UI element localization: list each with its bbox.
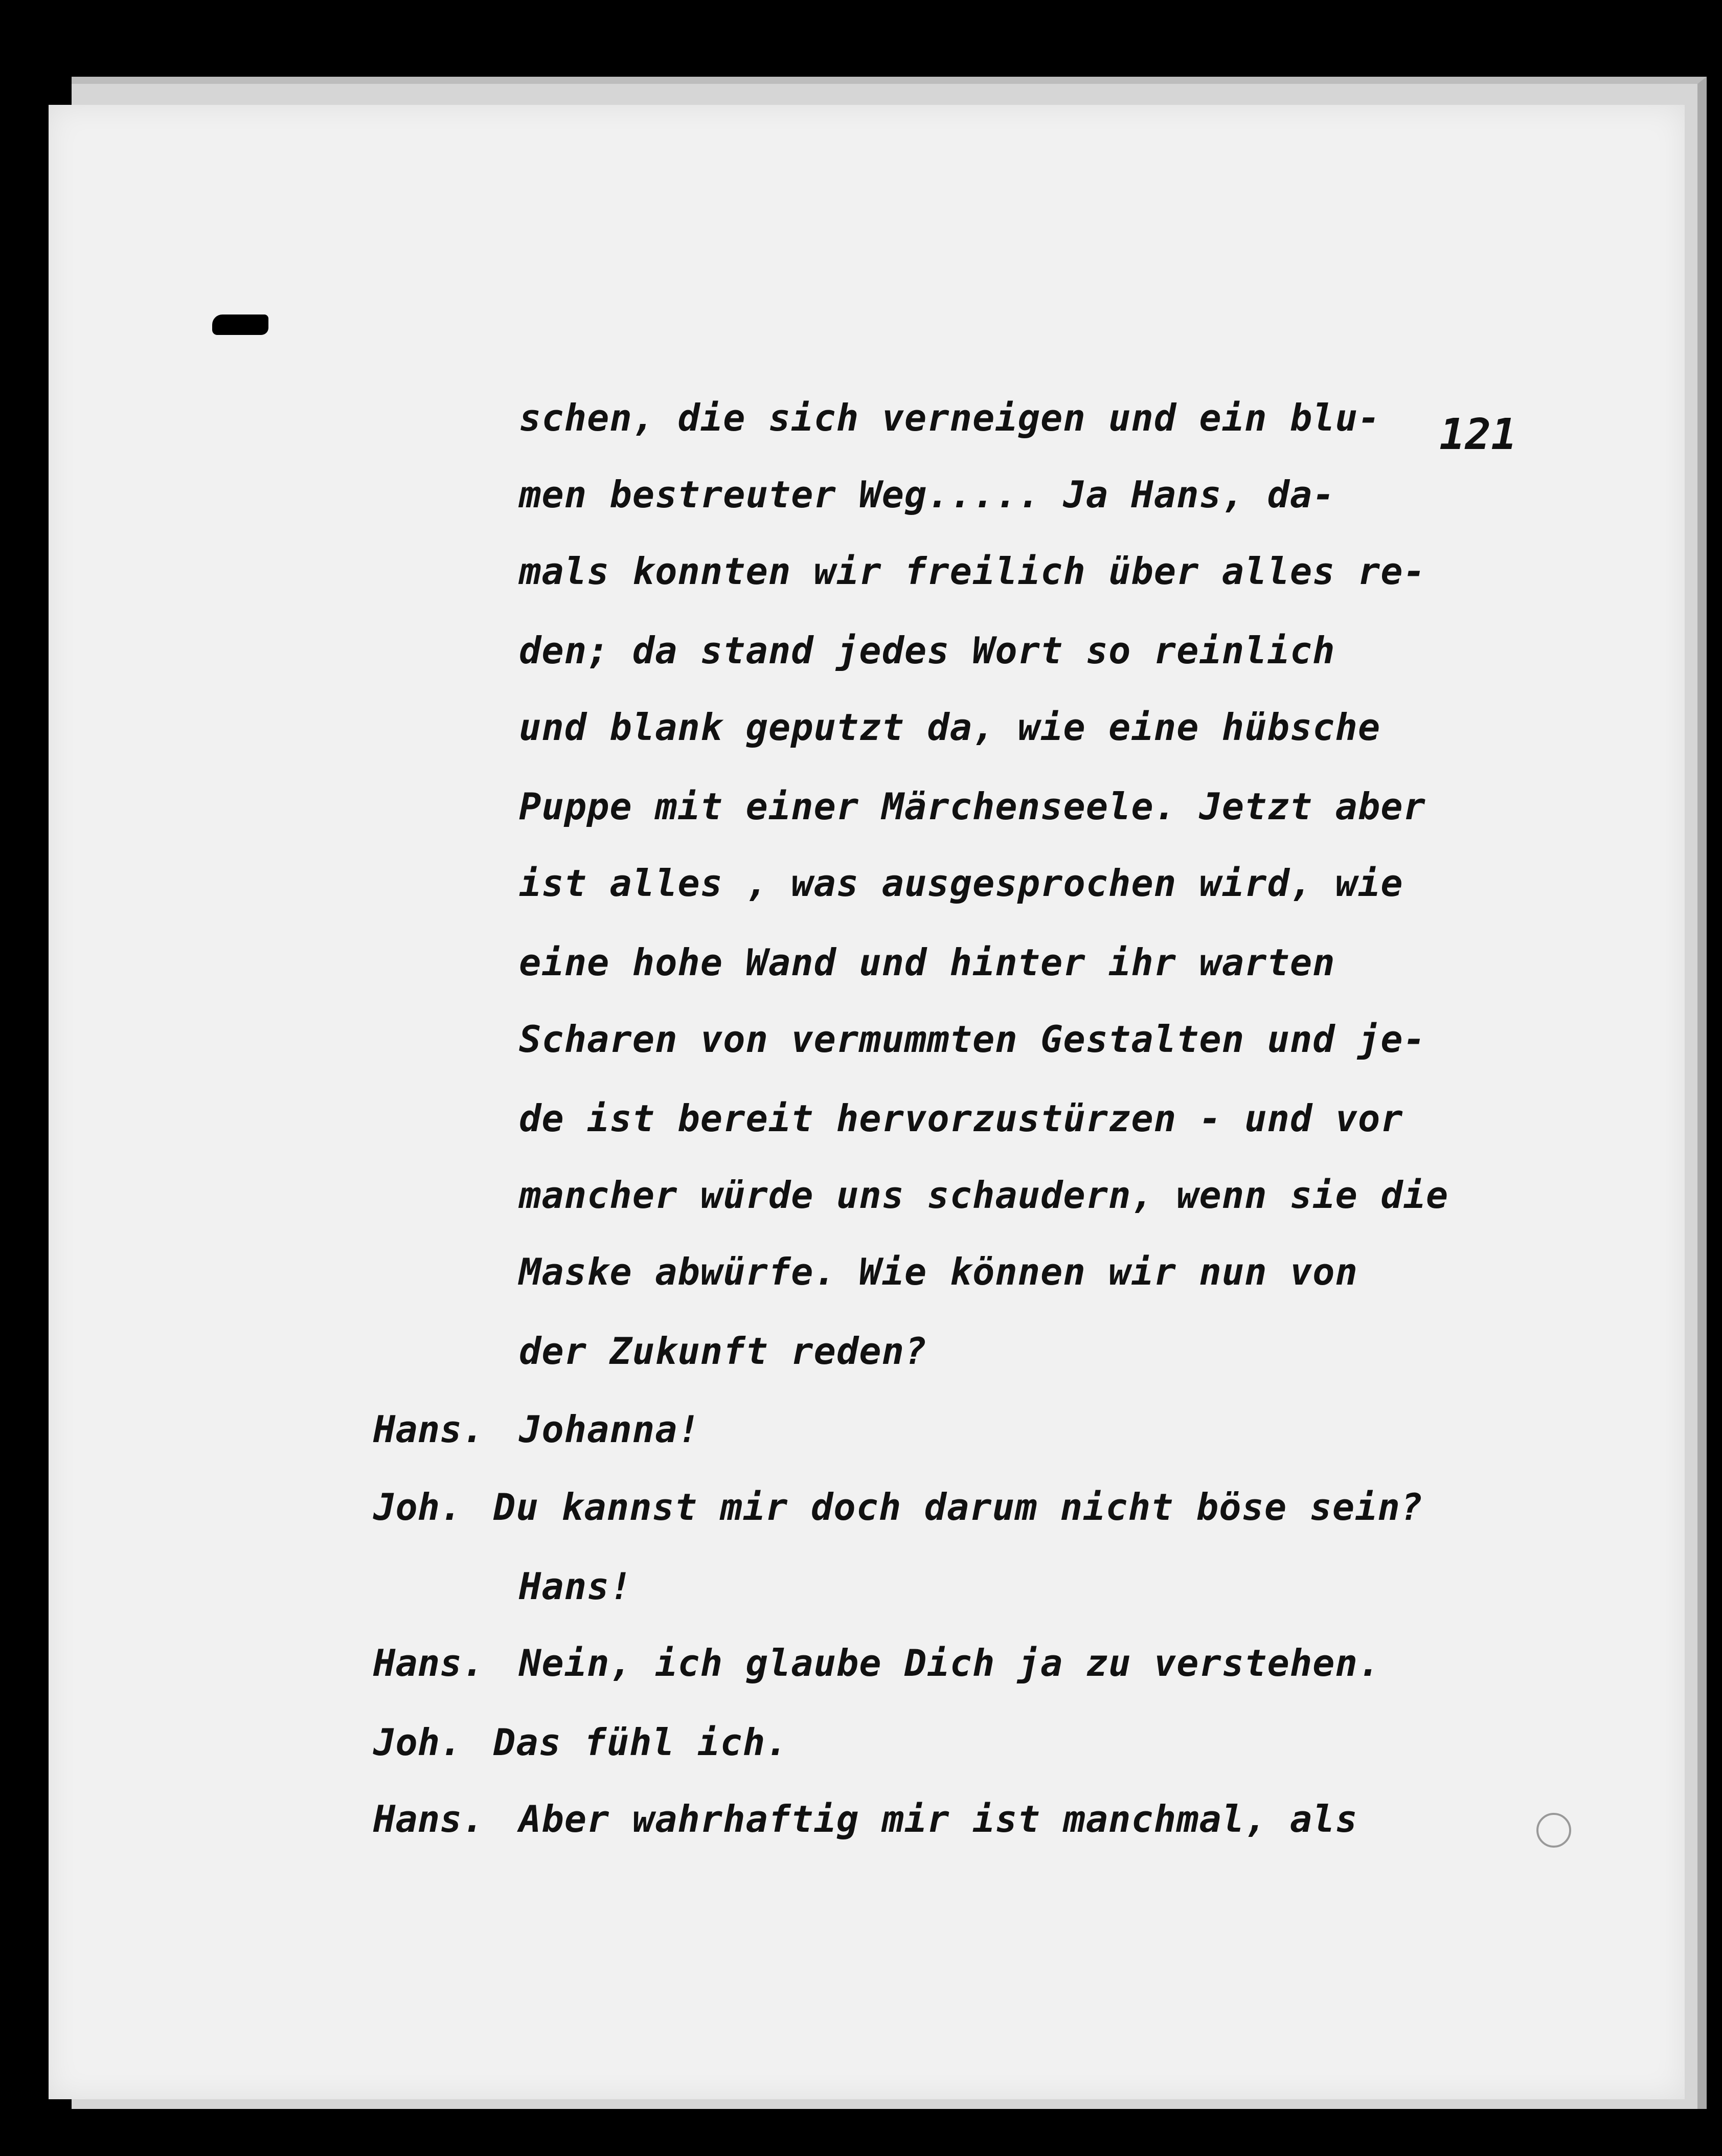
text-line: mals konnten wir freilich über alles re-: [519, 550, 1426, 593]
dialogue-line: Hans!: [519, 1565, 632, 1608]
text-line: eine hohe Wand und hinter ihr warten: [519, 941, 1335, 984]
text-line: den; da stand jedes Wort so reinlich: [519, 629, 1335, 672]
text-line: ist alles , was ausgesprochen wird, wie: [519, 862, 1403, 905]
dialogue-speaker: Hans.: [373, 1642, 484, 1685]
text-line: und blank geputzt da, wie eine hübsche: [519, 706, 1381, 749]
dialogue-speaker: Joh.: [373, 1721, 462, 1764]
text-line: men bestreuter Weg..... Ja Hans, da-: [519, 473, 1335, 516]
text-line: mancher würde uns schaudern, wenn sie die: [519, 1174, 1449, 1217]
dialogue-line: Aber wahrhaftig mir ist manchmal, als: [519, 1798, 1358, 1840]
dialogue-speaker: Hans.: [373, 1408, 484, 1451]
dialogue-line: Du kannst mir doch darum nicht böse sein?: [493, 1486, 1423, 1529]
dialogue-speaker: Joh.: [373, 1486, 462, 1529]
dialogue-line: Nein, ich glaube Dich ja zu verstehen.: [519, 1642, 1381, 1685]
dialogue-line: Johanna!: [519, 1408, 700, 1451]
text-line: Scharen von vermummten Gestalten und je-: [519, 1018, 1426, 1061]
punch-hole-mark: [212, 315, 268, 335]
text-line: de ist bereit hervorzustürzen - und vor: [519, 1097, 1403, 1140]
text-line: Puppe mit einer Märchenseele. Jetzt aber: [519, 785, 1426, 828]
circle-mark: [1536, 1813, 1571, 1848]
document-page: [49, 105, 1685, 2099]
page-number: 121: [1439, 409, 1517, 459]
dialogue-speaker: Hans.: [373, 1798, 484, 1840]
text-line: der Zukunft reden?: [519, 1330, 927, 1373]
text-line: Maske abwürfe. Wie können wir nun von: [519, 1250, 1358, 1293]
dialogue-line: Das fühl ich.: [493, 1721, 788, 1764]
text-line: schen, die sich verneigen und ein blu-: [519, 396, 1381, 439]
